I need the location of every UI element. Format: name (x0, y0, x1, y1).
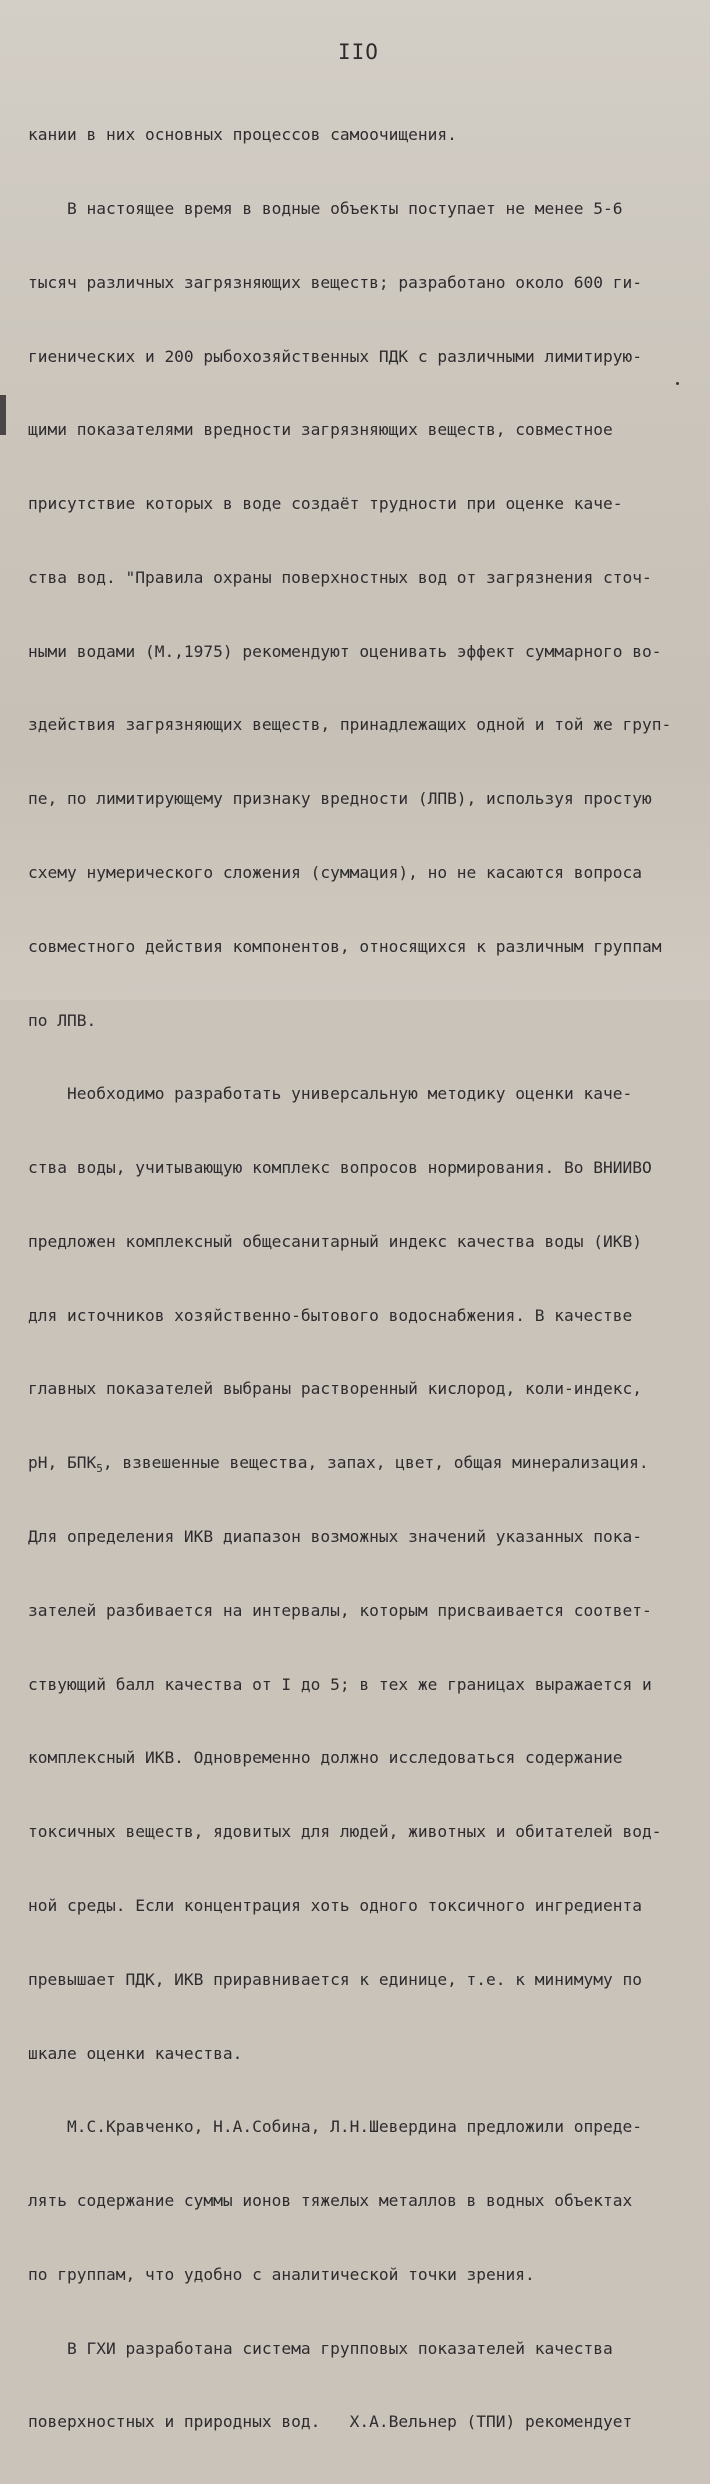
text-line: для источников хозяйственно-бытового водоснабжения. В качестве (28, 1305, 633, 1325)
page-edge-shadow (0, 395, 6, 435)
text-line: В ГХИ разработана система групповых показателей качества (28, 2338, 613, 2358)
text-line: Для определения ИКВ диапазон возможных значений указанных пока- (28, 1527, 642, 1547)
text-line: поверхностных и природных вод. Х.А.Вельнер (ТПИ) рекомендует (28, 2412, 633, 2432)
text-line: шкале оценки качества. (28, 2043, 243, 2063)
text-line: тысяч различных загрязняющих веществ; разработано около 600 ги- (28, 272, 642, 292)
text-line: по группам, что удобно с аналитической точки зрения. (28, 2264, 535, 2284)
text-line: Необходимо разработать универсальную методику оценки каче- (28, 1084, 633, 1104)
text-line: превышает ПДК, ИКВ приравнивается к единице, т.е. к минимуму по (28, 1969, 642, 1989)
text-line: пе, по лимитирующему признаку вредности (ЛПВ), используя простую (28, 789, 652, 809)
text-line: кании в них основных процессов самоочищения. (28, 125, 457, 145)
text-line: ной среды. Если концентрация хоть одного токсичного ингредиента (28, 1895, 642, 1915)
page-number: IIO (338, 40, 379, 64)
text-line: присутствие которых в воде создаёт трудности при оценке каче- (28, 494, 623, 514)
text-line: ства воды, учитывающую комплекс вопросов нормирования. Во ВНИИВО (28, 1158, 652, 1178)
text-line: совместного действия компонентов, относящихся к различным группам (28, 936, 662, 956)
text-line: здействия загрязняющих веществ, принадлежащих одной и той же груп- (28, 715, 672, 735)
margin-dot (676, 382, 679, 385)
text-line: лять содержание суммы ионов тяжелых металлов в водных объектах (28, 2191, 633, 2211)
text-line: предложен комплексный общесанитарный индекс качества воды (ИКВ) (28, 1231, 642, 1251)
text-line: по ЛПВ. (28, 1010, 97, 1030)
bpk-subscript: 5 (96, 1462, 103, 1476)
body-text (28, 74, 688, 2484)
text-line: М.С.Кравченко, Н.А.Собина, Л.Н.Шевердина предложили опреде- (28, 2117, 642, 2137)
text-line: гиенических и 200 рыбохозяйственных ПДК с различными лимитирую- (28, 346, 642, 366)
text-line: главных показателей выбраны растворенный кислород, коли-индекс, (28, 1379, 642, 1399)
text-line: ства вод. "Правила охраны поверхностных вод от загрязнения сточ- (28, 567, 652, 587)
bpk-tail: , взвешенные вещества, запах, цвет, общая минерализация. (102, 1453, 649, 1473)
text-line: комплексный ИКВ. Одновременно должно исследоваться содержание (28, 1748, 623, 1768)
text-line: схему нумерического сложения (суммация), но не касаются вопроса (28, 863, 642, 882)
text-line-bpk (28, 1451, 688, 1476)
bpk-label: pH, БПК (28, 1453, 97, 1473)
text-line: зателей разбивается на интервалы, которым присваивается соответ- (28, 1600, 652, 1620)
text-line: ными водами (М.,1975) рекомендуют оценивать эффект суммарного во- (28, 641, 662, 661)
text-line: ствующий балл качества от I до 5; в тех же границах выражается и (28, 1674, 652, 1694)
text-line: токсичных веществ, ядовитых для людей, животных и обитателей вод- (28, 1822, 662, 1842)
text-line: В настоящее время в водные объекты поступает не менее 5-6 (28, 198, 623, 218)
text-line: щими показателями вредности загрязняющих веществ, совместное (28, 420, 613, 440)
